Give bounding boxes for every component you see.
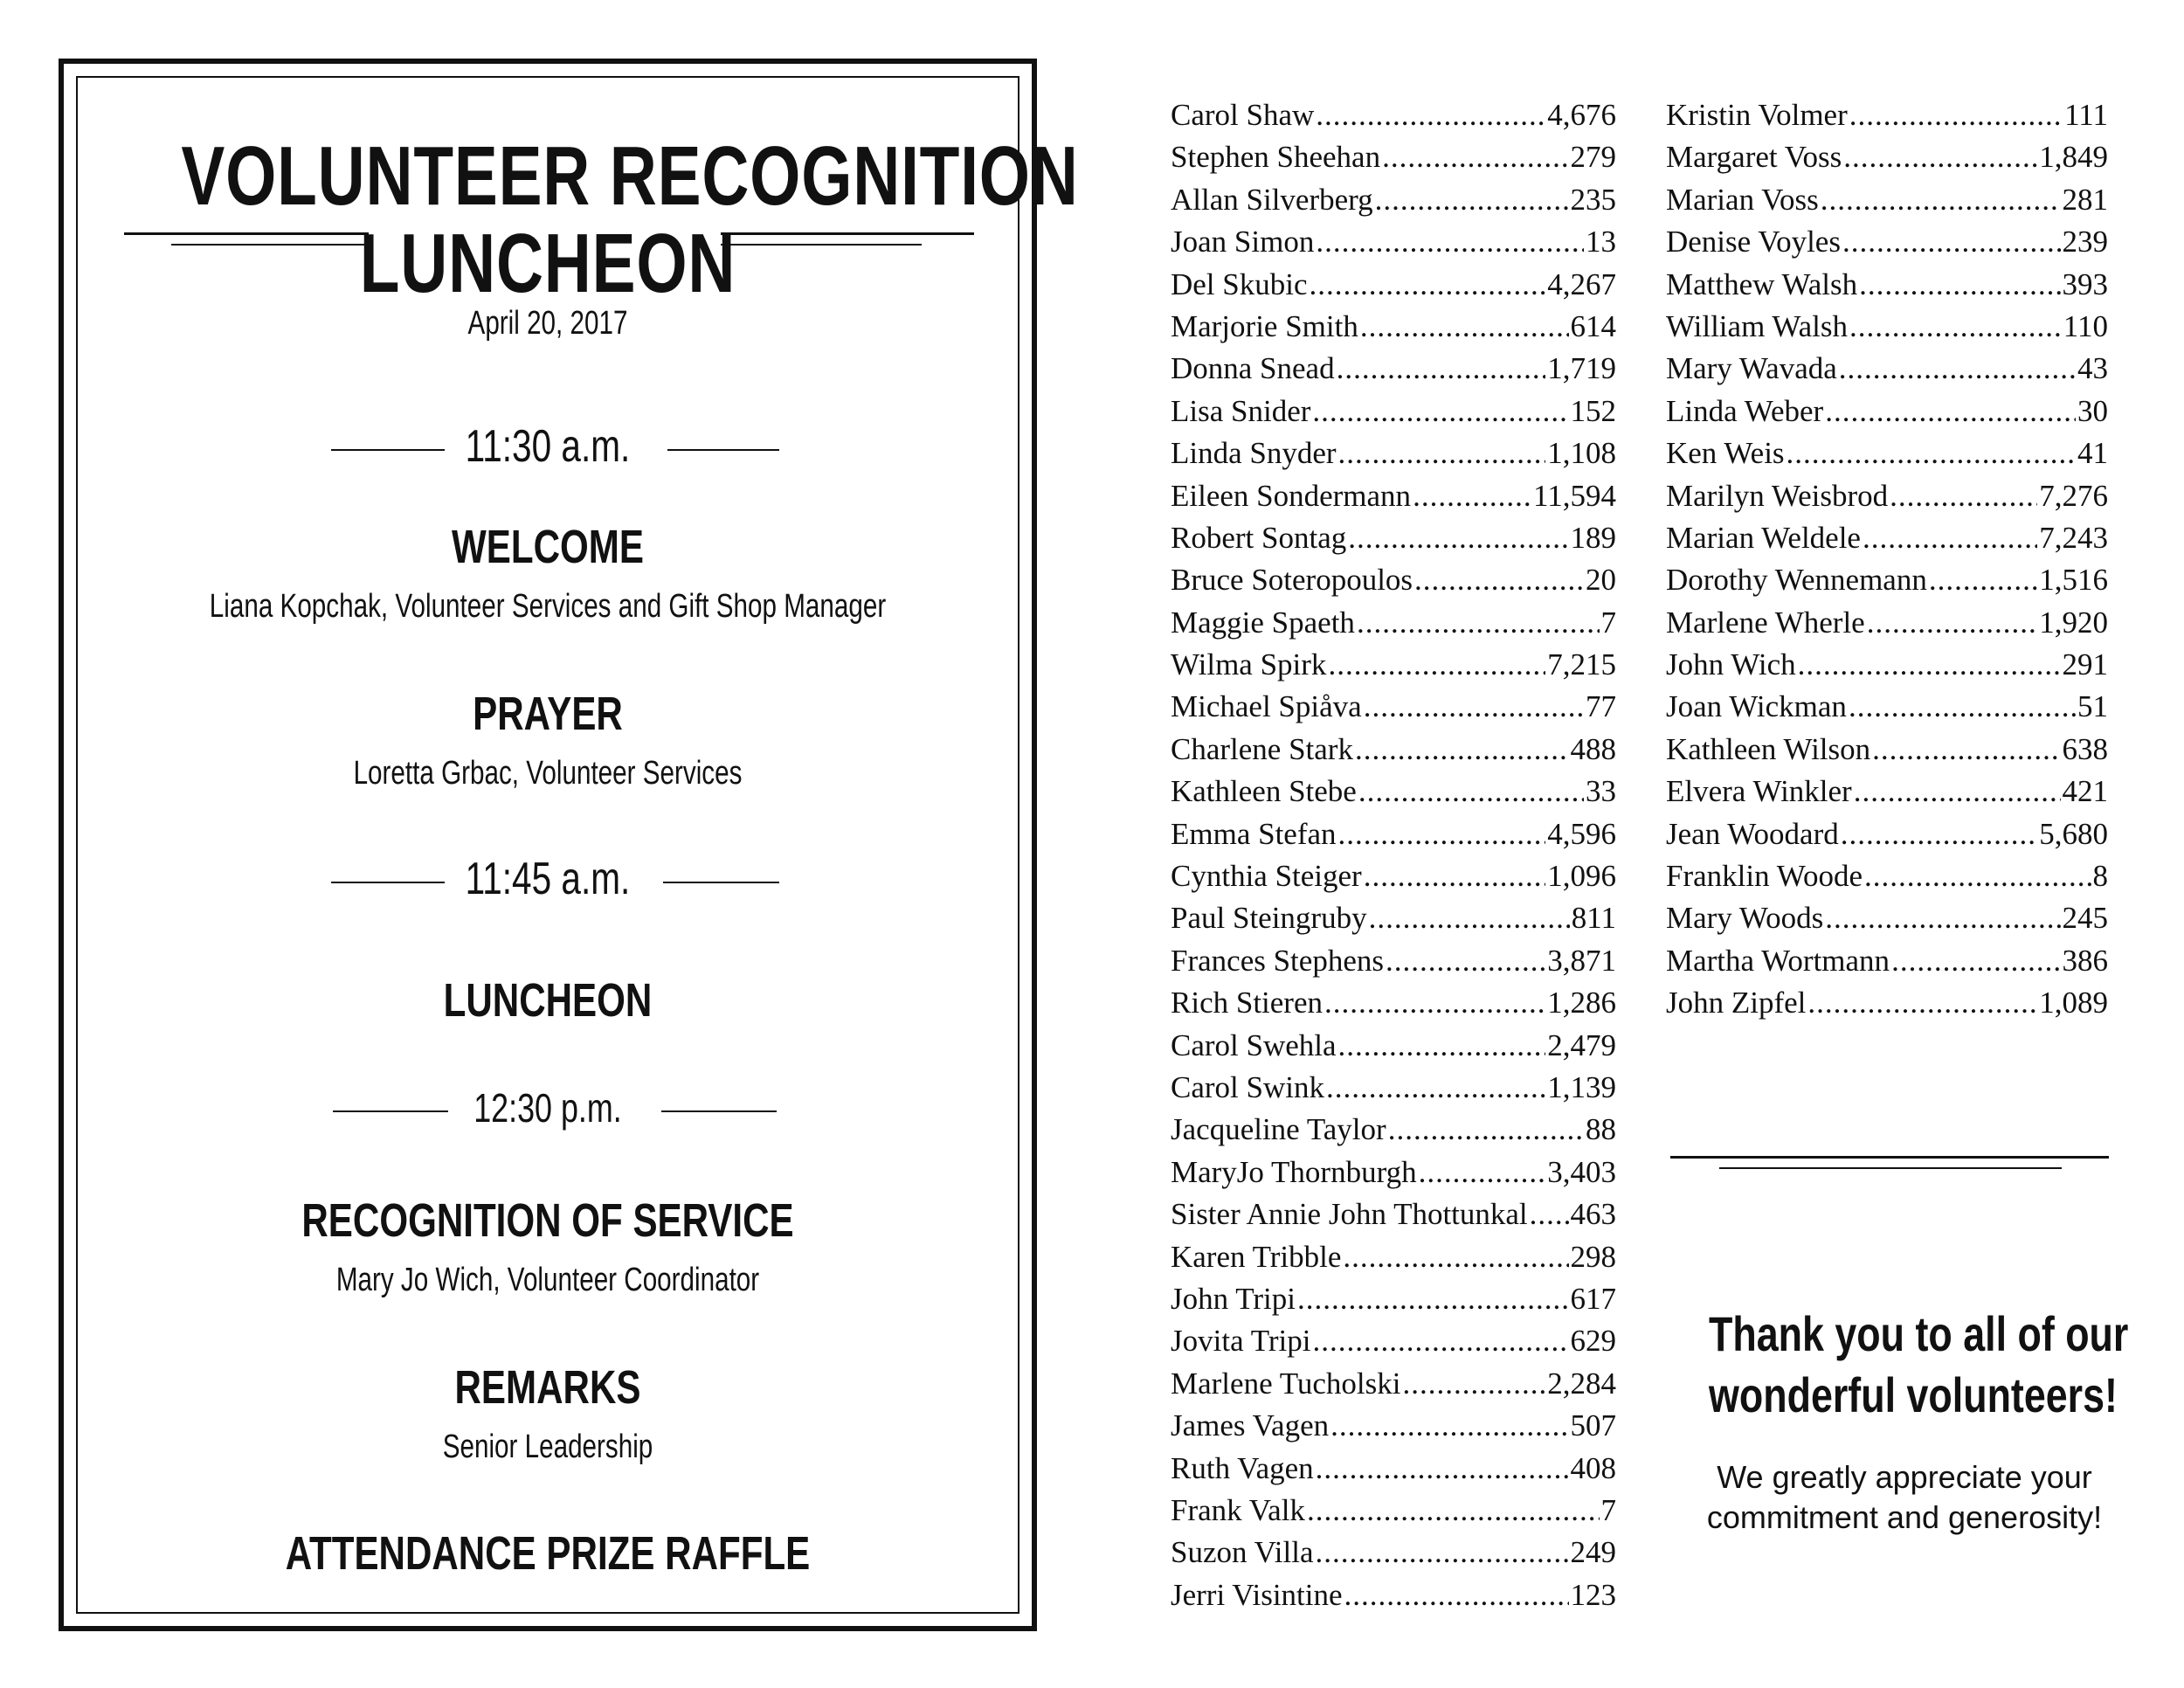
volunteer-row [1171, 1320, 1616, 1362]
volunteer-name: Jerri Visintine [1171, 1577, 1343, 1612]
volunteer-row [1666, 813, 2108, 855]
volunteer-name: Charlene Stark [1171, 731, 1353, 766]
volunteer-hours: 7,243 [2039, 520, 2108, 555]
volunteer-row [1171, 1532, 1616, 1574]
volunteer-row [1171, 432, 1616, 474]
volunteer-name: Joan Simon [1171, 225, 1315, 259]
volunteer-row [1666, 771, 2108, 813]
volunteer-name: Maggie Spaeth [1171, 605, 1355, 640]
volunteer-row [1171, 517, 1616, 559]
volunteer-name: Wilma Spirk [1171, 647, 1327, 682]
volunteer-name: Del Skubic [1171, 266, 1308, 301]
volunteer-row [1171, 602, 1616, 644]
volunteer-name: James Vagen [1171, 1408, 1330, 1443]
leader-dots [1343, 1236, 1568, 1278]
leader-dots [1344, 1574, 1569, 1616]
volunteer-hours: 4,676 [1547, 98, 1616, 132]
volunteer-hours: 1,516 [2039, 563, 2108, 598]
volunteer-row [1666, 432, 2108, 474]
volunteer-hours: 463 [1570, 1197, 1616, 1232]
volunteer-row [1666, 897, 2108, 939]
volunteer-row [1666, 940, 2108, 982]
volunteer-name: Ruth Vagen [1171, 1450, 1314, 1485]
volunteer-row [1666, 517, 2108, 559]
volunteer-row [1171, 729, 1616, 771]
volunteer-name: Marlene Wherle [1666, 605, 1865, 640]
volunteer-hours: 5,680 [2039, 816, 2108, 851]
volunteer-hours: 41 [2077, 436, 2108, 471]
leader-dots [1386, 940, 1545, 982]
volunteer-name: Linda Weber [1666, 393, 1824, 428]
volunteer-list-column-2 [1666, 94, 2108, 1025]
volunteer-hours: 4,596 [1547, 816, 1616, 851]
volunteer-hours: 235 [1570, 182, 1616, 217]
volunteer-row [1171, 1193, 1616, 1235]
volunteer-name: Frank Valk [1171, 1492, 1305, 1527]
volunteer-row [1171, 1067, 1616, 1109]
leader-dots [1307, 1490, 1600, 1532]
volunteer-name: Robert Sontag [1171, 520, 1347, 555]
volunteer-name: Denise Voyles [1666, 225, 1841, 259]
recognition-speaker: Mary Jo Wich, Volunteer Coordinator [335, 1262, 760, 1298]
volunteer-name: Kristin Volmer [1666, 98, 1848, 132]
volunteer-hours: 408 [1570, 1450, 1616, 1485]
recognition-heading: RECOGNITION OF SERVICE [301, 1194, 794, 1247]
leader-dots [1891, 940, 2060, 982]
volunteer-hours: 421 [2062, 774, 2108, 809]
volunteer-hours: 8 [2092, 859, 2108, 894]
volunteer-hours: 7 [1600, 1492, 1616, 1527]
volunteer-row [1171, 813, 1616, 855]
leader-dots [1316, 221, 1584, 263]
remarks-heading: REMARKS [454, 1361, 641, 1414]
volunteer-name: Marlene Tucholski [1171, 1366, 1401, 1401]
program-title-line2: LUNCHEON [359, 217, 736, 310]
appreciate-line1: We greatly appreciate your [1717, 1459, 2092, 1495]
volunteer-row [1171, 940, 1616, 982]
program-date: April 20, 2017 [467, 305, 628, 342]
leader-dots [1863, 517, 2037, 559]
leader-dots [1337, 348, 1546, 390]
volunteer-list-column-1 [1171, 94, 1616, 1616]
leader-dots [1825, 897, 2060, 939]
volunteer-row [1171, 1025, 1616, 1067]
volunteer-row [1171, 348, 1616, 390]
leader-dots [1388, 1109, 1584, 1151]
volunteer-hours: 291 [2062, 647, 2108, 682]
volunteer-name: John Tripi [1171, 1281, 1296, 1316]
leader-dots [1369, 897, 1570, 939]
volunteer-name: Martha Wortmann [1666, 943, 1890, 978]
volunteer-hours: 1,849 [2039, 140, 2108, 175]
welcome-heading: WELCOME [452, 521, 644, 573]
volunteer-row [1666, 306, 2108, 348]
volunteer-hours: 110 [2063, 308, 2108, 343]
leader-dots [1316, 1532, 1569, 1574]
volunteer-name: Elvera Winkler [1666, 774, 1852, 809]
volunteer-row [1666, 94, 2108, 136]
volunteer-hours: 123 [1570, 1577, 1616, 1612]
volunteer-hours: 1,096 [1547, 859, 1616, 894]
volunteer-row [1171, 94, 1616, 136]
remarks-speaker: Senior Leadership [442, 1429, 653, 1465]
volunteer-hours: 152 [1570, 393, 1616, 428]
leader-dots [1843, 136, 2037, 178]
volunteer-name: Donna Snead [1171, 351, 1335, 386]
time-rule-right [663, 882, 779, 883]
volunteer-name: Emma Stefan [1171, 816, 1337, 851]
volunteer-row [1666, 264, 2108, 306]
volunteer-row [1666, 686, 2108, 728]
volunteer-row [1171, 897, 1616, 939]
volunteer-name: Frances Stephens [1171, 943, 1384, 978]
program-panel [59, 59, 1079, 1631]
volunteer-name: Bruce Soteropoulos [1171, 563, 1413, 598]
volunteer-row [1171, 136, 1616, 178]
volunteer-row [1171, 264, 1616, 306]
volunteer-hours: 189 [1570, 520, 1616, 555]
volunteer-hours: 7 [1600, 605, 1616, 640]
volunteer-name: Lisa Snider [1171, 393, 1311, 428]
volunteer-name: William Walsh [1666, 308, 1849, 343]
leader-dots [1929, 559, 2037, 601]
leader-dots [1849, 94, 2063, 136]
volunteer-row [1171, 1574, 1616, 1616]
volunteer-row [1171, 1405, 1616, 1447]
volunteer-row [1666, 644, 2108, 686]
volunteer-name: Eileen Sondermann [1171, 478, 1412, 513]
volunteer-row [1171, 1490, 1616, 1532]
volunteer-hours: 7,276 [2039, 478, 2108, 513]
leader-dots [1312, 391, 1568, 432]
volunteer-name: Franklin Woode [1666, 859, 1863, 894]
volunteer-hours: 1,920 [2039, 605, 2108, 640]
leader-dots [1375, 179, 1569, 221]
prayer-speaker: Loretta Grbac, Volunteer Services [353, 755, 743, 792]
volunteer-hours: 2,479 [1547, 1027, 1616, 1062]
volunteer-name: Matthew Walsh [1666, 266, 1858, 301]
volunteer-name: Michael Spiåva [1171, 689, 1362, 724]
volunteer-hours: 7,215 [1547, 647, 1616, 682]
leader-dots [1364, 686, 1584, 728]
volunteer-hours: 88 [1586, 1112, 1616, 1147]
leader-dots [1807, 982, 2037, 1024]
volunteer-name: Kathleen Stebe [1171, 774, 1357, 809]
volunteer-row [1666, 475, 2108, 517]
leader-dots [1355, 729, 1569, 771]
volunteer-hours: 20 [1586, 563, 1616, 598]
leader-dots [1297, 1278, 1569, 1320]
volunteer-row [1171, 1448, 1616, 1490]
thanks-rule-bottom [1719, 1167, 2062, 1169]
volunteer-hours: 507 [1570, 1408, 1616, 1443]
volunteer-row [1666, 348, 2108, 390]
volunteer-name: Sister Annie John Thottunkal [1171, 1197, 1528, 1232]
program-inner-border [76, 76, 1079, 1614]
volunteer-row [1171, 475, 1616, 517]
volunteer-row [1666, 391, 2108, 432]
volunteer-name: Rich Stieren [1171, 986, 1323, 1020]
thanks-rule-top [1670, 1156, 2109, 1159]
time-1145: 11:45 a.m. [465, 854, 631, 904]
volunteer-hours: 386 [2062, 943, 2108, 978]
volunteer-name: Dorothy Wennemann [1666, 563, 1927, 598]
volunteer-name: Kathleen Wilson [1666, 731, 1871, 766]
volunteer-name: Marian Voss [1666, 182, 1819, 217]
volunteer-name: Jean Woodard [1666, 816, 1839, 851]
leader-dots [1854, 771, 2061, 813]
volunteer-row [1666, 221, 2108, 263]
volunteer-name: Paul Steingruby [1171, 901, 1367, 936]
volunteer-hours: 298 [1570, 1239, 1616, 1274]
volunteer-hours: 811 [1571, 901, 1616, 936]
volunteer-hours: 3,871 [1547, 943, 1616, 978]
leader-dots [1859, 264, 2060, 306]
luncheon-heading: LUNCHEON [443, 974, 653, 1027]
volunteer-row [1171, 221, 1616, 263]
volunteer-hours: 13 [1586, 225, 1616, 259]
volunteer-hours: 245 [2062, 901, 2108, 936]
thanks-heading-line1: Thank you to all of our [1709, 1306, 2129, 1361]
volunteer-hours: 1,089 [2039, 986, 2108, 1020]
raffle-heading: ATTENDANCE PRIZE RAFFLE [285, 1527, 811, 1580]
leader-dots [1825, 391, 2076, 432]
leader-dots [1312, 1320, 1568, 1362]
volunteer-hours: 279 [1570, 140, 1616, 175]
volunteer-hours: 1,719 [1547, 351, 1616, 386]
appreciate-line2: commitment and generosity! [1706, 1499, 2103, 1535]
leader-dots [1316, 94, 1545, 136]
volunteer-name: Ken Weis [1666, 436, 1785, 471]
volunteer-row [1171, 559, 1616, 601]
volunteer-name: Marjorie Smith [1171, 308, 1358, 343]
volunteer-name: Carol Swehla [1171, 1027, 1337, 1062]
leader-dots [1348, 517, 1568, 559]
thanks-heading-line2: wonderful volunteers! [1709, 1367, 2118, 1422]
volunteer-name: John Zipfel [1666, 986, 1807, 1020]
volunteer-name: Marilyn Weisbrod [1666, 478, 1889, 513]
volunteer-hours: 614 [1570, 308, 1616, 343]
volunteer-row [1171, 179, 1616, 221]
volunteer-name: Jacqueline Taylor [1171, 1112, 1386, 1147]
leader-dots [1798, 644, 2061, 686]
leader-dots [1316, 1448, 1569, 1490]
welcome-speaker: Liana Kopchak, Volunteer Services and Gift Shop Manager [209, 588, 887, 625]
volunteer-row [1666, 602, 2108, 644]
leader-dots [1338, 813, 1546, 855]
volunteer-row [1171, 982, 1616, 1024]
leader-dots [1382, 136, 1568, 178]
volunteer-hours: 111 [2064, 98, 2108, 132]
volunteer-row [1171, 1109, 1616, 1151]
volunteer-row [1171, 1363, 1616, 1405]
volunteer-hours: 43 [2077, 351, 2108, 386]
leader-dots [1358, 771, 1584, 813]
volunteer-row [1666, 179, 2108, 221]
leader-dots [1849, 306, 2062, 348]
leader-dots [1414, 559, 1584, 601]
leader-dots [1419, 1152, 1546, 1193]
leader-dots [1839, 348, 2076, 390]
leader-dots [1338, 1025, 1546, 1067]
leader-dots [1402, 1363, 1545, 1405]
volunteer-name: Allan Silverberg [1171, 182, 1373, 217]
volunteer-row [1666, 729, 2108, 771]
volunteer-name: Karen Tribble [1171, 1239, 1342, 1274]
volunteer-hours: 1,139 [1547, 1069, 1616, 1104]
volunteer-hours: 249 [1570, 1535, 1616, 1570]
volunteer-name: MaryJo Thornburgh [1171, 1154, 1417, 1189]
volunteer-name: Margaret Voss [1666, 140, 1842, 175]
leader-dots [1890, 475, 2037, 517]
volunteer-hours: 33 [1586, 774, 1616, 809]
leader-dots [1867, 602, 2038, 644]
volunteer-row [1666, 982, 2108, 1024]
volunteer-name: Mary Wavada [1666, 351, 1837, 386]
volunteer-name: Marian Weldele [1666, 520, 1861, 555]
leader-dots [1787, 432, 2076, 474]
volunteer-name: Suzon Villa [1171, 1535, 1314, 1570]
leader-dots [1530, 1193, 1569, 1235]
volunteer-row [1171, 644, 1616, 686]
volunteer-hours: 281 [2062, 182, 2108, 217]
volunteer-hours: 1,108 [1547, 436, 1616, 471]
volunteer-row [1171, 1278, 1616, 1320]
volunteer-name: Carol Swink [1171, 1069, 1324, 1104]
volunteer-hours: 1,286 [1547, 986, 1616, 1020]
leader-dots [1821, 179, 2061, 221]
volunteer-name: Mary Woods [1666, 901, 1824, 936]
leader-dots [1328, 644, 1545, 686]
program-title-line1: VOLUNTEER RECOGNITION [181, 129, 1079, 223]
volunteer-row [1171, 855, 1616, 897]
volunteer-row [1171, 771, 1616, 813]
volunteer-name: John Wich [1666, 647, 1796, 682]
time-rule-right [661, 1110, 777, 1112]
leader-dots [1413, 475, 1531, 517]
volunteer-row [1171, 306, 1616, 348]
volunteer-name: Carol Shaw [1171, 98, 1315, 132]
leader-dots [1841, 813, 2038, 855]
leader-dots [1842, 221, 2061, 263]
volunteer-hours: 2,284 [1547, 1366, 1616, 1401]
volunteer-hours: 239 [2062, 225, 2108, 259]
volunteer-hours: 488 [1570, 731, 1616, 766]
volunteer-hours: 617 [1570, 1281, 1616, 1316]
volunteer-row [1666, 855, 2108, 897]
volunteer-name: Jovita Tripi [1171, 1324, 1311, 1359]
volunteer-hours: 638 [2062, 731, 2108, 766]
volunteer-row [1666, 136, 2108, 178]
volunteer-hours: 3,403 [1547, 1154, 1616, 1189]
volunteer-hours: 629 [1570, 1324, 1616, 1359]
leader-dots [1326, 1067, 1545, 1109]
leader-dots [1310, 264, 1546, 306]
volunteer-hours: 4,267 [1547, 266, 1616, 301]
volunteer-row [1171, 686, 1616, 728]
volunteer-name: Linda Snyder [1171, 436, 1337, 471]
volunteer-hours: 77 [1586, 689, 1616, 724]
leader-dots [1872, 729, 2060, 771]
volunteer-name: Joan Wickman [1666, 689, 1847, 724]
time-1130: 11:30 a.m. [465, 421, 631, 472]
prayer-heading: PRAYER [473, 688, 623, 740]
leader-dots [1338, 432, 1546, 474]
volunteer-hours: 11,594 [1533, 478, 1616, 513]
leader-dots [1864, 855, 2091, 897]
leader-dots [1360, 306, 1569, 348]
volunteer-hours: 393 [2062, 266, 2108, 301]
leader-dots [1330, 1405, 1568, 1447]
time-1230: 12:30 p.m. [473, 1085, 622, 1131]
volunteer-name: Stephen Sheehan [1171, 140, 1381, 175]
volunteer-row [1171, 1236, 1616, 1278]
leader-dots [1364, 855, 1546, 897]
volunteer-row [1171, 391, 1616, 432]
leader-dots [1849, 686, 2076, 728]
volunteer-row [1171, 1152, 1616, 1193]
time-rule-right [667, 449, 779, 451]
volunteer-row [1666, 559, 2108, 601]
leader-dots [1324, 982, 1545, 1024]
leader-dots [1357, 602, 1600, 644]
volunteer-hours: 30 [2077, 393, 2108, 428]
volunteer-name: Cynthia Steiger [1171, 859, 1362, 894]
volunteer-hours: 51 [2077, 689, 2108, 724]
